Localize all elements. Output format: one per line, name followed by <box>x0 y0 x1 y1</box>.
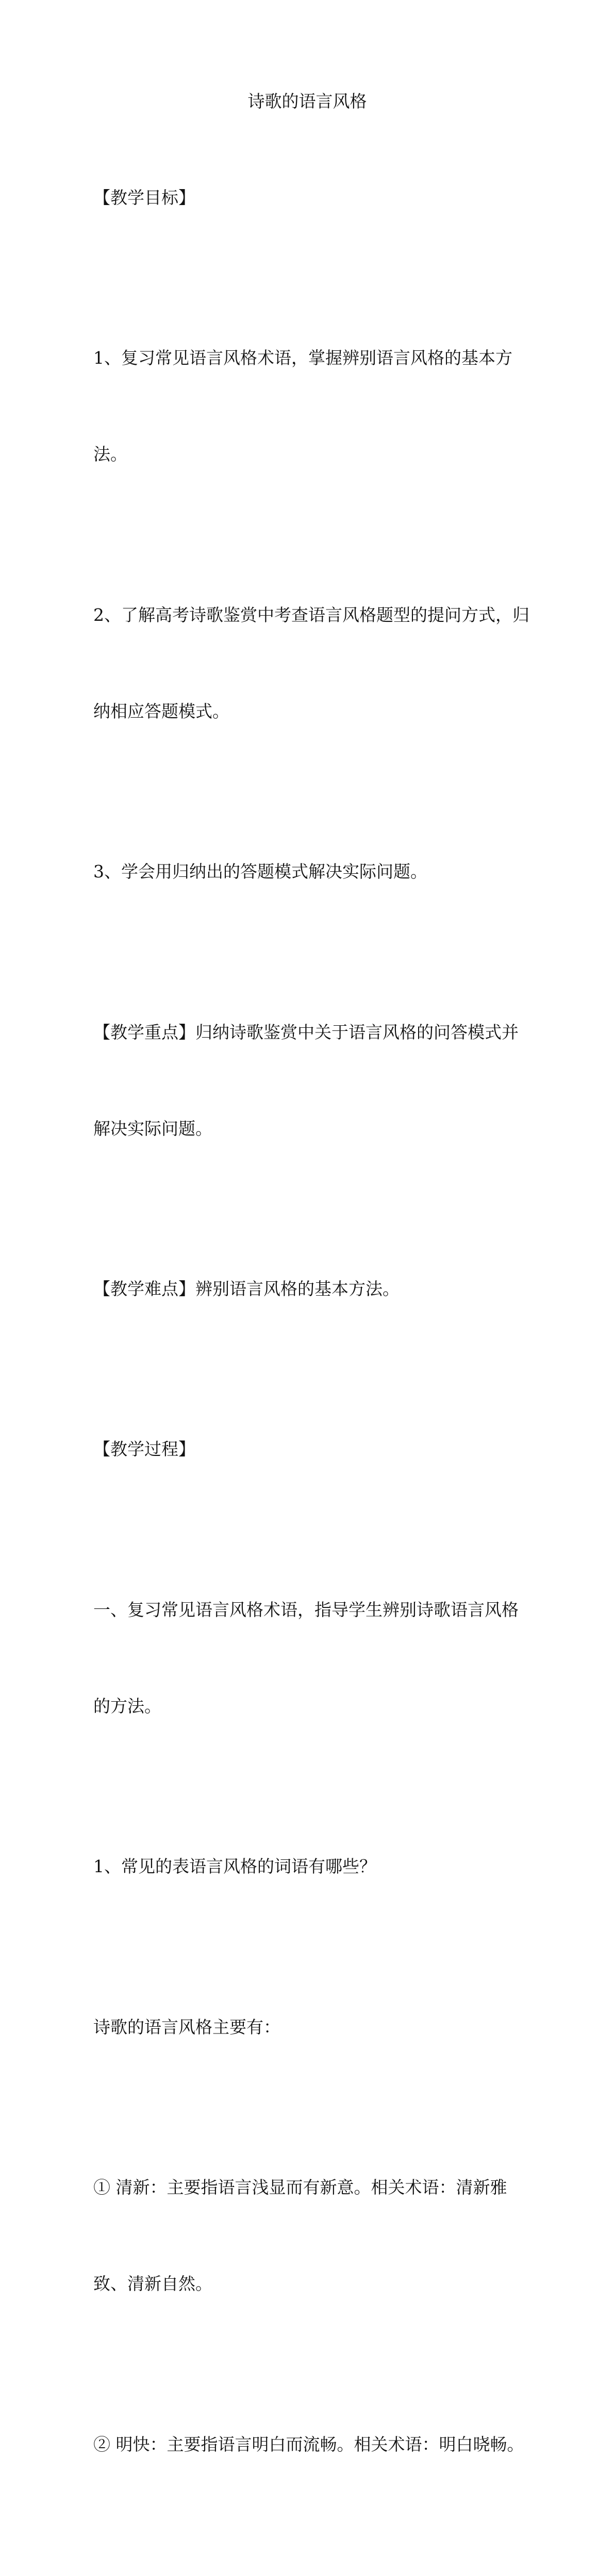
text-line: 【教学难点】辨别语言风格的基本方法。 <box>93 1278 400 1299</box>
document-body <box>93 86 529 2576</box>
heading-teaching-process <box>93 1369 521 1530</box>
text-line: 1、复习常见语言风格术语，掌握辨别语言风格的基本方 <box>93 348 512 368</box>
teaching-key-point <box>93 952 521 1209</box>
goal-item-2 <box>93 535 529 791</box>
section-one <box>93 1530 521 1786</box>
style-intro <box>93 1947 521 2107</box>
document-title: 诗歌的语言风格 <box>247 91 367 111</box>
text-line: ② 明快：主要指语言明白而流畅。相关术语：明白晓畅。 <box>93 2434 524 2454</box>
text-line: 致、清新自然。 <box>93 2274 212 2294</box>
style-item-implicit <box>93 2525 521 2576</box>
style-item-fresh <box>93 2108 521 2364</box>
teaching-difficulty <box>93 1209 521 1369</box>
text-line: 法。 <box>93 444 127 465</box>
heading-teaching-goals <box>93 117 521 278</box>
text-line: 的方法。 <box>93 1696 161 1716</box>
text-line: 2、了解高考诗歌鉴赏中考查语言风格题型的提问方式，归 <box>93 604 529 625</box>
text-line: 【教学目标】 <box>93 187 195 208</box>
text-line: 1、常见的表语言风格的词语有哪些？ <box>93 1856 376 1877</box>
question-one <box>93 1787 521 1947</box>
text-line: 纳相应答题模式。 <box>93 701 229 721</box>
text-line: 【教学过程】 <box>93 1439 195 1460</box>
goal-item-1 <box>93 278 521 535</box>
text-line: 一、复习常见语言风格术语，指导学生辨别诗歌语言风格 <box>93 1599 519 1620</box>
text-line: 诗歌的语言风格主要有： <box>93 2016 280 2037</box>
text-line: ① 清新：主要指语言浅显而有新意。相关术语：清新雅 <box>93 2177 507 2198</box>
style-item-clear <box>93 2364 524 2524</box>
text-line: 解决实际问题。 <box>93 1118 212 1139</box>
text-line: 3、学会用归纳出的答题模式解决实际问题。 <box>93 861 427 882</box>
goal-item-3 <box>93 792 521 952</box>
text-line: 【教学重点】归纳诗歌鉴赏中关于语言风格的问答模式并 <box>93 1022 519 1042</box>
